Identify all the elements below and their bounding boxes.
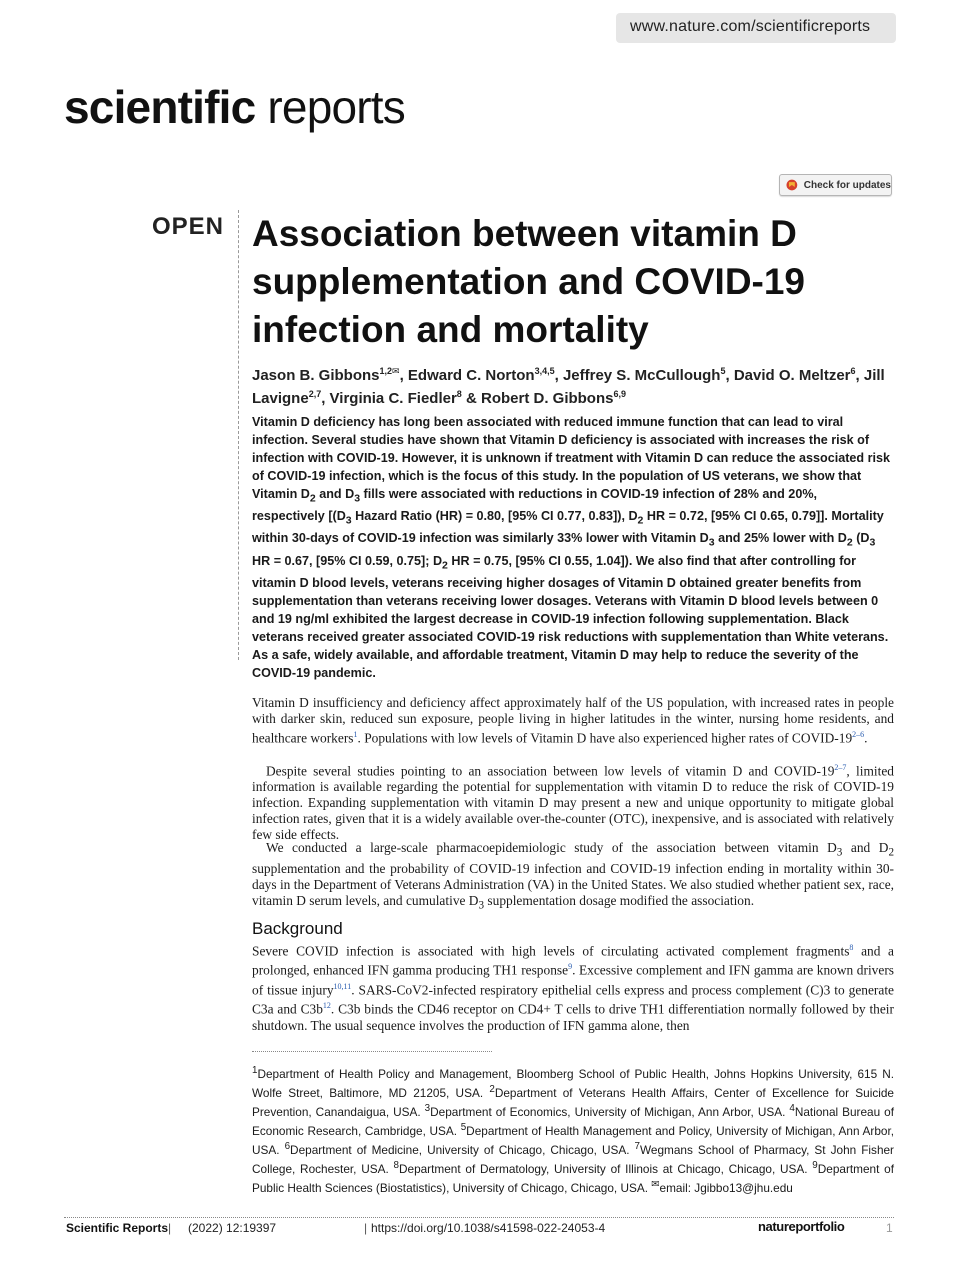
doi-link[interactable]: https://doi.org/10.1038/s41598-022-24053-4 [371, 1221, 606, 1235]
logo-bold-text: scientific [64, 81, 256, 133]
footer-separator: | [168, 1221, 172, 1235]
check-for-updates-label: Check for updates [803, 179, 891, 191]
section-heading-background: Background [252, 919, 343, 938]
author-affiliations: $^1$Department of Health Policy and Management, Bloomberg School of Public Health, Johns Hopkins University, 615 N. Wolfe Street, Baltimore, MD 21205, USA. $^2$Department of Veterans Health Affairs, Center of Excellence for Suicide Prevention, Canandaigua, USA. $^3$Department of Economics, University of Michigan, Ann Arbor, USA. $^4$National Bureau of Economic Research, Cambridge, USA. $^5$Department of Health Management and Policy, University of Michigan, Ann Arbor, USA. $^6$Department of Medicine, University of Chicago, Chicago, USA. $^7$Wegmans School of Pharmacy, St John Fisher College, Rochester, USA. $^8$Department of Dermatology, University of Illinois at Chicago, Chicago, USA. $^9$Department of Public Health Sciences (Biostatistics), University of Chicago, Chicago, USA. ✉email: Jgibbo13@jhu.edu [252, 1065, 895, 1196]
open-access-label: OPEN [152, 213, 225, 240]
abstract: Vitamin D deficiency has long been associated with reduced immune function that can lead to viral infection. Several studies have shown that Vitamin D deficiency is associated with increases the risk of infection with COVID-19. However, it is unknown if treatment with Vitamin D can reduce the associated risk of COVID-19 infection, which is the focus of this study. In the population of US veterans, we show that Vitamin $D_2$ and $D_3$ fills were associated with reductions in COVID-19 infection of 28% and 20%, respectively [($D_3$ Hazard Ratio (HR) = 0.80, [95% CI 0.77, 0.83]), $D_2$ HR = 0.72, [95% CI 0.65, 0.79]]. Mortality within 30-days of COVID-19 infection was similarly 33% lower with Vitamin $D_3$ and 25% lower with $D_2$ ($D_3$ HR = 0.67, [95% CI 0.59, 0.75]; $D_2$ HR = 0.75, [95% CI 0.55, 1.04]). We also find that after controlling for vitamin D blood levels, veterans receiving higher dosages of Vitamin D obtained greater benefits from supplementation than veterans receiving lower dosages. Veterans with Vitamin D blood levels between 0 and 19 ng/ml exhibited the largest decrease in COVID-19 infection following supplementation. Black veterans received greater associated COVID-19 risk reductions with supplementation than White veterans. As a safe, widely available, and affordable treatment, Vitamin D may help to reduce the severity of the COVID-19 pandemic. [252, 415, 890, 680]
journal-logo [64, 80, 405, 134]
footer-divider [64, 1217, 894, 1218]
footer-journal-name: Scientific Reports [66, 1221, 169, 1235]
body-paragraph-1: Vitamin D insufficiency and deficiency affect approximately half of the US population, with increased rates in people with darker skin, reduced sun exposure, people living in higher latitudes in the winter, nursing home residents, and healthcare workers$^1$. Populations with low levels of Vitamin D have also experienced higher rates of COVID-19$^{2-6}$. [252, 695, 894, 746]
author-list: Jason B. Gibbons$^{1,2✉}$, Edward C. Norton$^{3,4,5}$, Jeffrey S. McCullough$^5$, David O. Meltzer$^6$, Jill Lavigne$^{2,7}$, Virginia C. Fiedler$^8$ & Robert D. Gibbons$^{6,9}$ [252, 366, 885, 407]
footer-separator: | [364, 1221, 368, 1235]
logo-light-text: reports [255, 81, 405, 133]
article-title: Association between vitamin D supplementation and COVID-19 infection and mortality [252, 213, 806, 350]
affiliations-divider [252, 1051, 492, 1052]
body-paragraph-4: Severe COVID infection is associated with high levels of circulating activated complement fragments$^8$ and a prolonged, enhanced IFN gamma producing TH1 response$^9$. Excessive complement and IFN gamma are known drivers of tissue injury$^{10,11}$. SARS-CoV2-infected respiratory epithelial cells express and process complement (C)3 to generate C3a and C3b$^{12}$. C3b binds the CD46 receptor on CD4+ T cells to drive TH1 differentiation normally followed by their shutdown. The usual sequence involves the production of IFN gamma alone, then [252, 943, 894, 1033]
footer-citation: (2022) 12:19397 [188, 1221, 277, 1235]
check-for-updates-button[interactable] [779, 174, 892, 196]
body-paragraph-2: Despite several studies pointing to an association between low levels of vitamin D and COVID-19$^{2-7}$, limited information is available regarding the potential for supplementation with vitamin D to reduce the risk of COVID-19 infection. Expanding supplementation with vitamin D may present a new and unique opportunity to mitigate global infection rates, given that it is a widely available over-the-counter (OTC), inexpensive, and is associated with relatively few side effects. [252, 763, 894, 843]
publisher-logo: natureportfolio [758, 1219, 845, 1234]
body-paragraph-3: We conducted a large-scale pharmacoepidemiologic study of the association between vitamin $D_3$ and $D_2$ supplementation and the probability of COVID-19 infection and COVID-19 infection ending in mortality within 30-days in the Department of Veterans Administration (VA) in the United States. We also studied whether patient sex, race, vitamin D serum levels, and cumulative $D_3$ supplementation dosage modified the association. [252, 840, 895, 912]
crossmark-icon [786, 179, 798, 191]
open-access-divider [238, 210, 239, 660]
journal-url[interactable]: www.nature.com/scientificreports [630, 18, 871, 35]
page-number: 1 [886, 1221, 893, 1235]
